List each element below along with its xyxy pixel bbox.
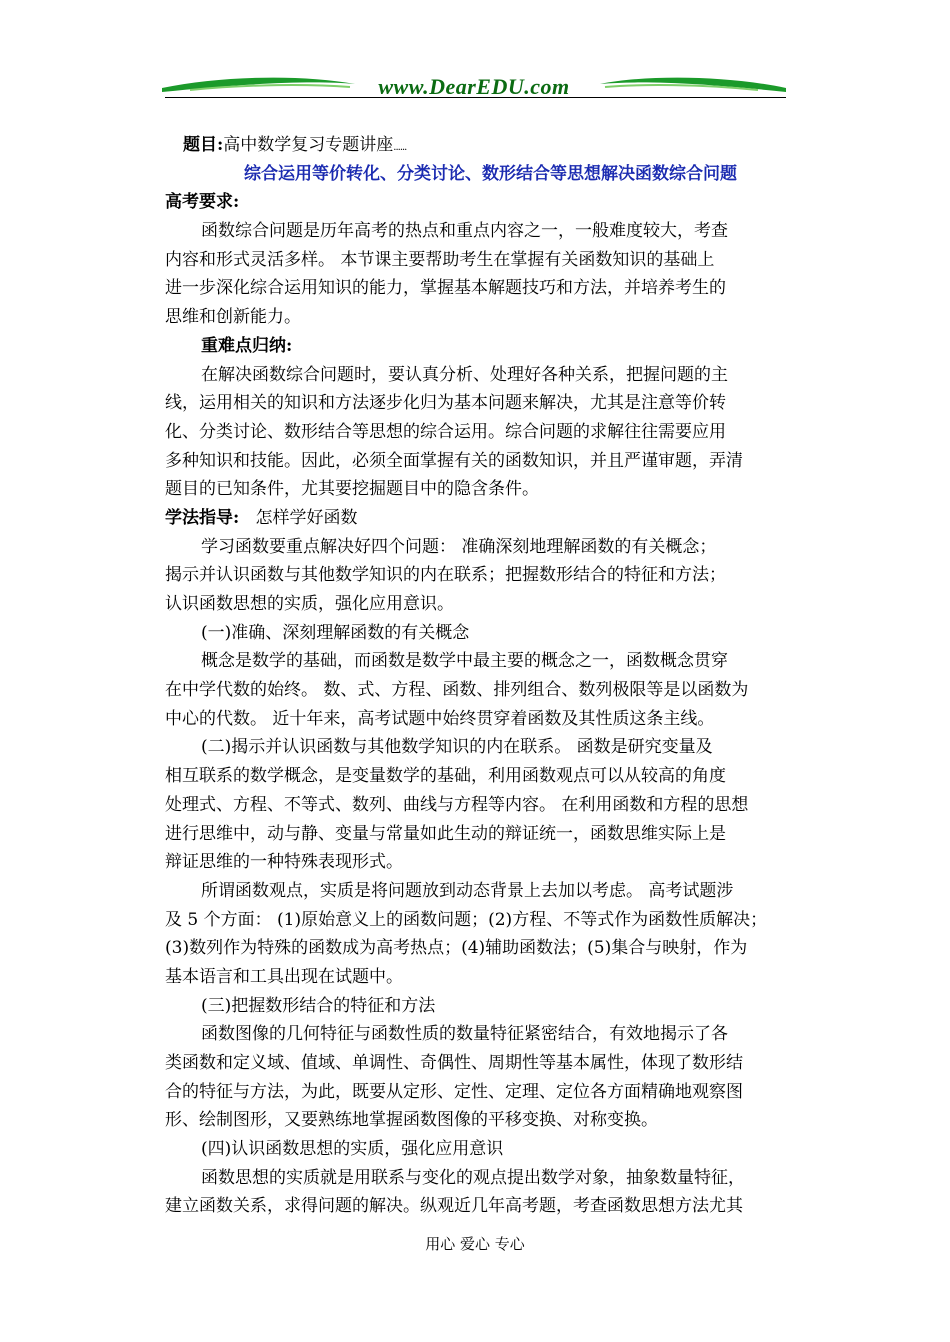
paragraph-line: 在中学代数的始终。 数、式、方程、函数、排列组合、数列极限等是以函数为 — [165, 680, 749, 701]
req-heading: 高考要求: — [165, 192, 240, 213]
paragraph-line: 所谓函数观点，实质是将问题放到动态背景上去加以考虑。 高考试题涉 — [201, 880, 734, 901]
guide-heading: 学法指导: — [165, 507, 240, 528]
paragraph-line: 线，运用相关的知识和方法逐步化归为基本问题来解决，尤其是注意等价转 — [165, 393, 726, 414]
section-title: (三)把握数形结合的特征和方法 — [201, 995, 436, 1016]
doc-title — [165, 131, 788, 160]
paragraph-line: 处理式、方程、不等式、数列、曲线与方程等内容。 在利用函数和方程的思想 — [165, 794, 749, 815]
paragraph-line: 建立函数关系，求得问题的解决。纵观近几年高考题，考查函数思想方法尤其 — [165, 1196, 743, 1217]
paragraph-line: 认识函数思想的实质，强化应用意识。 — [165, 594, 454, 614]
guide-heading-line — [165, 504, 788, 533]
key-heading: 重难点归纳: — [201, 335, 293, 356]
paragraph-line: 揭示并认识函数与其他数学知识的内在联系；把握数形结合的特征和方法； — [165, 565, 726, 586]
paragraph-line: 基本语言和工具出现在试题中。 — [165, 966, 403, 987]
paragraph-line: 辩证思维的一种特殊表现形式。 — [165, 852, 403, 873]
paragraph-line: (3)数列作为特殊的函数成为高考热点；(4)辅助函数法；(5)集合与映射，作为 — [165, 938, 748, 959]
document-body — [165, 131, 788, 1221]
page-footer: 用心 爱心 专心 — [425, 1235, 525, 1253]
paragraph-line: (二)揭示并认识函数与其他数学知识的内在联系。 函数是研究变量及 — [201, 737, 713, 758]
paragraph-line: 类函数和定义域、值域、单调性、奇偶性、周期性等基本属性，体现了数形结 — [165, 1053, 743, 1073]
paragraph-line: 形、绘制图形，又要熟练地掌握函数图像的平移变换、对称变换。 — [165, 1110, 658, 1131]
paragraph-line: 函数综合问题是历年高考的热点和重点内容之一，一般难度较大，考查 — [201, 221, 728, 242]
paragraph-line: 中心的代数。 近十年来，高考试题中始终贯穿着函数及其性质这条主线。 — [165, 708, 715, 729]
site-url: www.DearEDU.com — [378, 74, 570, 99]
paragraph-line: 进行思维中，动与静、变量与常量如此生动的辩证统一，函数思维实际上是 — [165, 823, 726, 844]
paragraph-line: 进一步深化综合运用知识的能力，掌握基本解题技巧和方法，并培养考生的 — [165, 278, 726, 299]
paragraph-line: 内容和形式灵活多样。 本节课主要帮助考生在掌握有关函数知识的基础上 — [165, 249, 715, 270]
paragraph-line: 多种知识和技能。因此，必须全面掌握有关的函数知识，并且严谨审题，弄清 — [165, 450, 743, 471]
title-text: 高中数学复习专题讲座 — [223, 135, 394, 155]
section-title: (四)认识函数思想的实质，强化应用意识 — [201, 1139, 504, 1160]
paragraph-line: 概念是数学的基础，而函数是数学中最主要的概念之一，函数概念贯穿 — [201, 651, 728, 672]
doc-subtitle: 综合运用等价转化、分类讨论、数形结合等思想解决函数综合问题 — [244, 163, 737, 184]
title-label: 题目: — [183, 135, 224, 155]
paragraph-line: 化、分类讨论、数形结合等思想的综合运用。综合问题的求解往往需要应用 — [165, 421, 726, 442]
paragraph-line: 函数图像的几何特征与函数性质的数量特征紧密结合，有效地揭示了各 — [201, 1024, 728, 1045]
guide-title: 怎样学好函数 — [255, 507, 358, 528]
paragraph-line: 函数思想的实质就是用联系与变化的观点提出数学对象，抽象数量特征， — [201, 1167, 745, 1188]
paragraph-line: 题目的已知条件，尤其要挖掘题目中的隐含条件。 — [165, 479, 539, 500]
section-title: (一)准确、深刻理解函数的有关概念 — [201, 622, 470, 643]
paragraph-line: 合的特征与方法，为此，既要从定形、定性、定理、定位各方面精确地观察图 — [165, 1081, 743, 1102]
site-header-logo — [160, 70, 788, 104]
paragraph-line: 及 5 个方面： (1)原始意义上的函数问题；(2)方程、不等式作为函数性质解决； — [165, 909, 768, 930]
paragraph-line: 学习函数要重点解决好四个问题： 准确深刻地理解函数的有关概念； — [201, 536, 717, 557]
paragraph-line: 相互联系的数学概念，是变量数学的基础，利用函数观点可以从较高的角度 — [165, 766, 726, 787]
paragraph-line: 思维和创新能力。 — [165, 307, 301, 328]
title-dots: ...... — [393, 142, 407, 153]
paragraph-line: 在解决函数综合问题时，要认真分析、处理好各种关系，把握问题的主 — [201, 364, 728, 385]
header-rule — [165, 97, 786, 98]
